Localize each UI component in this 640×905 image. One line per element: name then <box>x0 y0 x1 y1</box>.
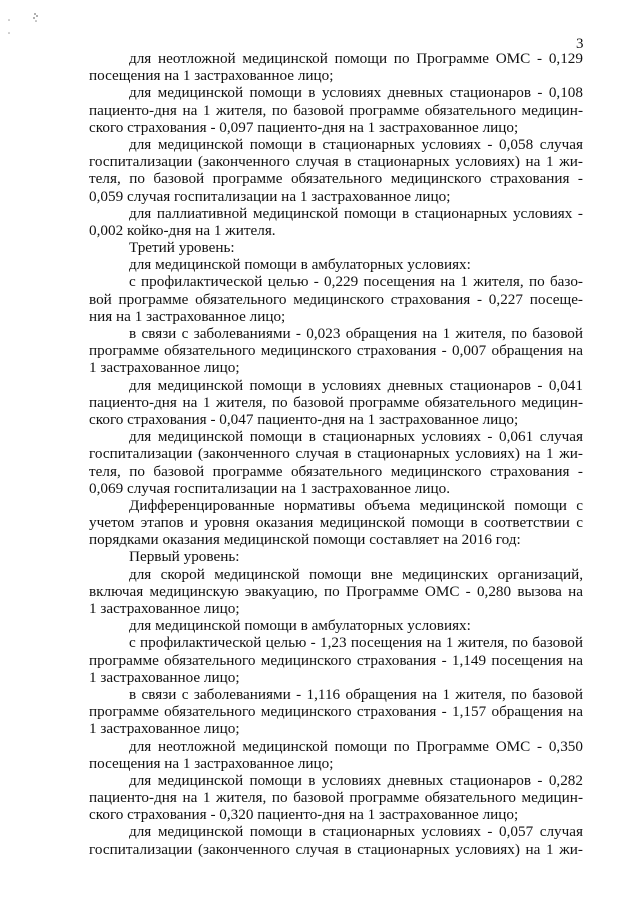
text-line: для неотложной медицинской помощи по Программе ОМС - 0,350 <box>129 737 583 755</box>
text-line: учетом этапов и уровня оказания медицинской помощи в соответствии с <box>89 514 583 532</box>
text-line: вой программе обязательного медицинского страхования - 0,227 посеще- <box>89 290 583 308</box>
text-line: ния на 1 застрахованное лицо; <box>89 307 286 325</box>
text-line: для медицинской помощи в амбулаторных условиях: <box>129 256 471 274</box>
text-line: ского страхования - 0,097 пациенто-дня на 1 застрахованное лицо; <box>89 118 519 136</box>
text-line: для скорой медицинской помощи вне медицинских организаций, <box>129 565 583 583</box>
text-line: пациенто-дня на 1 жителя, по базовой программе обязательного медицин- <box>89 789 583 807</box>
text-line: Третий уровень: <box>129 239 235 257</box>
text-line: для неотложной медицинской помощи по Программе ОМС - 0,129 <box>129 50 583 67</box>
text-line: 1 застрахованное лицо; <box>89 720 240 738</box>
text-line: теля, по базовой программе обязательного медицинского страхования - <box>89 462 583 480</box>
text-line: в связи с заболеваниями - 1,116 обращения на 1 жителя, по базовой <box>129 685 583 703</box>
text-line: для медицинской помощи в амбулаторных условиях: <box>129 617 471 635</box>
document-body <box>89 50 583 858</box>
text-line: 0,002 койко-дня на 1 жителя. <box>89 221 276 239</box>
text-line: Дифференцированные нормативы объема медицинской помощи с <box>129 496 583 514</box>
text-line: посещения на 1 застрахованное лицо; <box>89 754 334 772</box>
text-line: программе обязательного медицинского страхования - 0,007 обращения на <box>89 342 583 360</box>
text-line: Первый уровень: <box>129 548 240 566</box>
text-line: с профилактической целью - 0,229 посещения на 1 жителя, по базо- <box>129 273 583 291</box>
text-line: пациенто-дня на 1 жителя, по базовой программе обязательного медицин- <box>89 393 583 411</box>
text-line: программе обязательного медицинского страхования - 1,149 посещения на <box>89 651 583 669</box>
text-line: программе обязательного медицинского страхования - 1,157 обращения на <box>89 703 583 721</box>
text-line: 1 застрахованное лицо; <box>89 668 240 686</box>
text-line: включая медицинскую эвакуацию, по Программе ОМС - 0,280 вызова на <box>89 582 583 600</box>
text-line: порядками оказания медицинской помощи составляет на 2016 год: <box>89 531 521 549</box>
scan-artifact-marks <box>6 8 46 38</box>
text-line: для медицинской помощи в стационарных условиях - 0,061 случая <box>129 428 583 446</box>
text-line: для медицинской помощи в условиях дневных стационаров - 0,041 <box>129 376 583 394</box>
page-number: 3 <box>576 36 584 52</box>
text-line: для медицинской помощи в условиях дневных стационаров - 0,282 <box>129 771 583 789</box>
text-line: госпитализации (законченного случая в стационарных условиях) на 1 жи- <box>89 445 583 463</box>
text-line: 0,059 случая госпитализации на 1 застрахованное лицо; <box>89 187 451 205</box>
text-line: для медицинской помощи в стационарных условиях - 0,058 случая <box>129 135 583 153</box>
text-line: 1 застрахованное лицо; <box>89 600 240 617</box>
text-line: теля, по базовой программе обязательного медицинского страхования - <box>89 170 583 188</box>
text-line: в связи с заболеваниями - 0,023 обращения на 1 жителя, по базовой <box>129 325 583 342</box>
text-line: 1 застрахованное лицо; <box>89 359 240 377</box>
text-line: для паллиативной медицинской помощи в стационарных условиях - <box>129 204 583 222</box>
text-line: посещения на 1 застрахованное лицо; <box>89 67 334 85</box>
text-line: пациенто-дня на 1 жителя, по базовой программе обязательного медицин- <box>89 101 583 119</box>
text-line: 0,069 случая госпитализации на 1 застрахованное лицо. <box>89 479 450 497</box>
text-line: госпитализации (законченного случая в стационарных условиях) на 1 жи- <box>89 153 583 171</box>
text-line: для медицинской помощи в условиях дневных стационаров - 0,108 <box>129 84 583 102</box>
text-line: госпитализации (законченного случая в стационарных условиях) на 1 жи- <box>89 840 583 858</box>
text-line: ского страхования - 0,320 пациенто-дня на 1 застрахованное лицо; <box>89 806 519 824</box>
text-line: ского страхования - 0,047 пациенто-дня на 1 застрахованное лицо; <box>89 410 519 428</box>
text-line: с профилактической целью - 1,23 посещения на 1 жителя, по базовой <box>129 634 583 652</box>
text-line: для медицинской помощи в стационарных условиях - 0,057 случая <box>129 823 583 841</box>
